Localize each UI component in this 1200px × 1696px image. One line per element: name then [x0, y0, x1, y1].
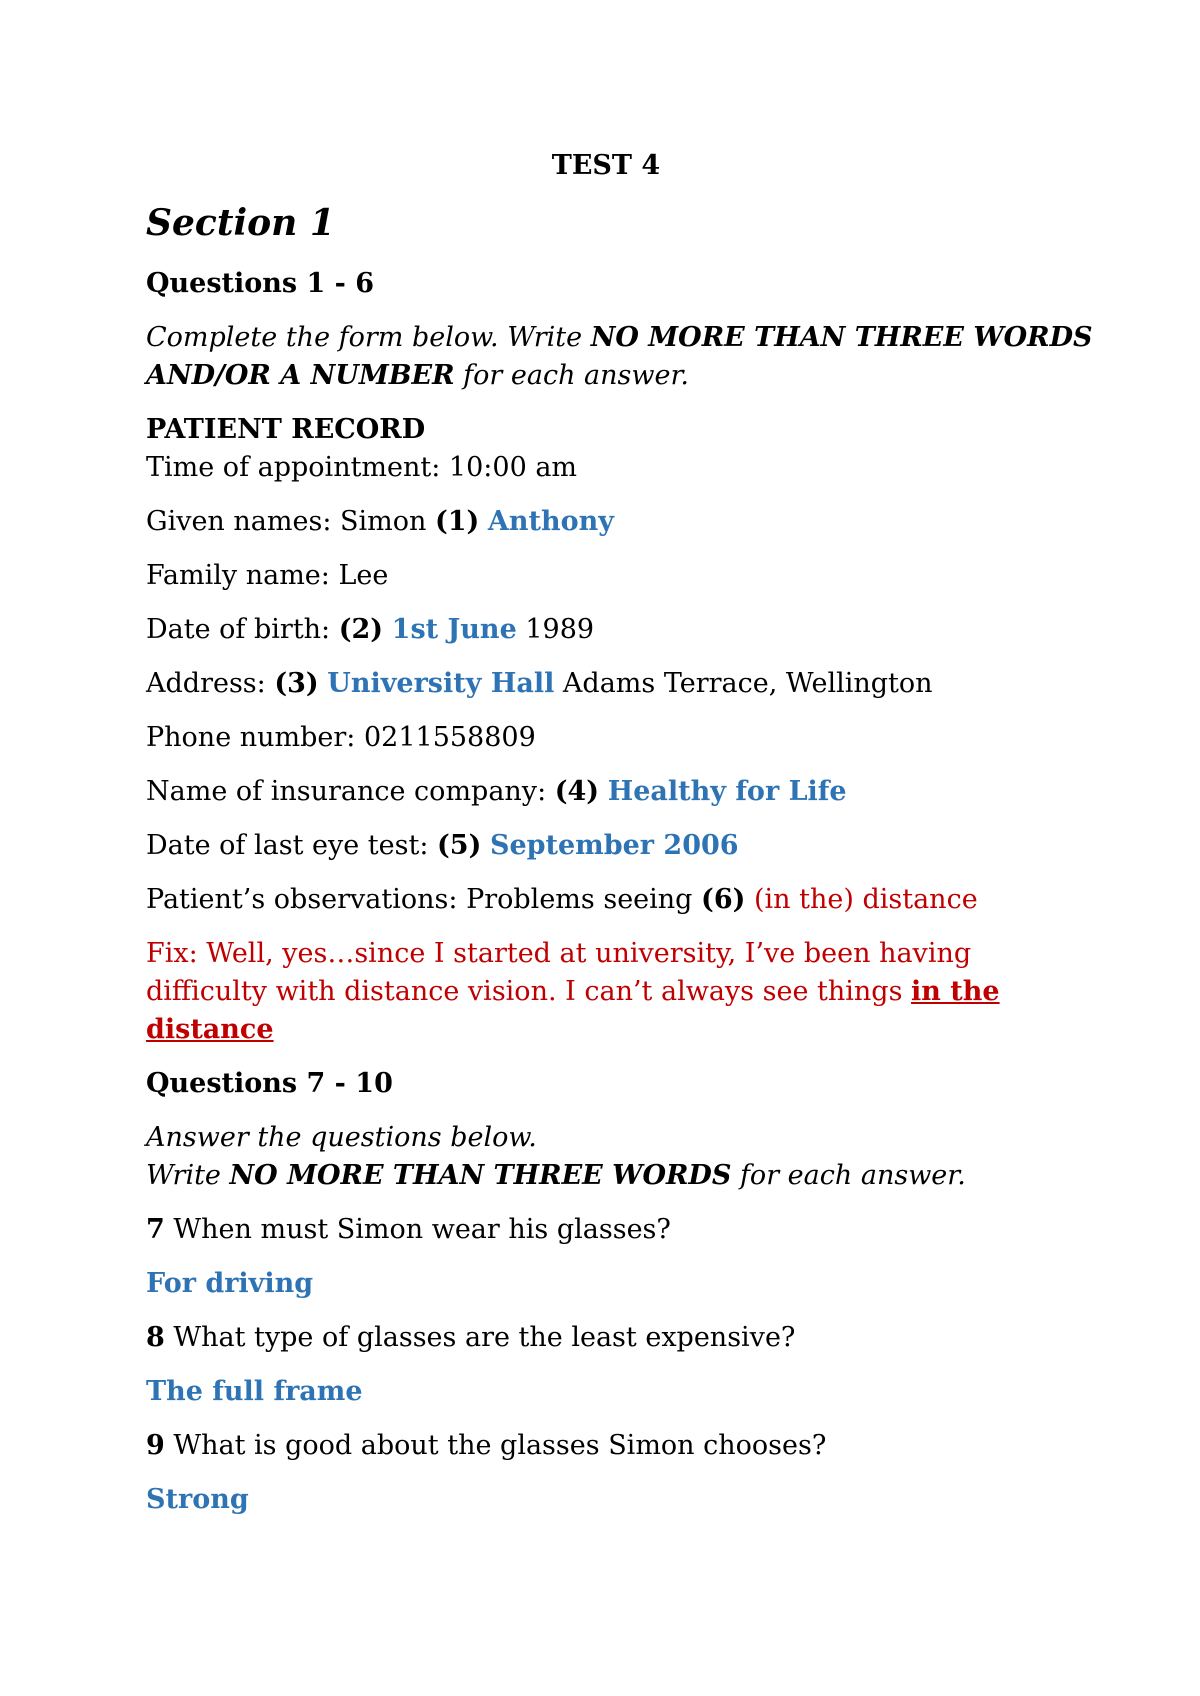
- instruction-text: Write: [146, 1160, 230, 1191]
- answer-text: 1st June: [391, 614, 517, 645]
- instruction-text: for each answer.: [731, 1160, 966, 1191]
- question-9: [146, 1428, 826, 1464]
- fix-line-3: [146, 1012, 274, 1048]
- questions-7-10-heading: Questions 7 - 10: [146, 1068, 393, 1099]
- given-names-label: Given names: Simon: [146, 506, 435, 537]
- section-title: Section 1: [146, 202, 335, 244]
- fix-line-1: Fix: Well, yes…since I started at university, I’ve been having: [146, 938, 972, 969]
- question-number: (6): [701, 884, 746, 915]
- eye-test-row: [146, 828, 739, 864]
- patient-record-heading: PATIENT RECORD: [146, 414, 426, 445]
- fix-emphasis: distance: [146, 1014, 274, 1045]
- family-name: Family name: Lee: [146, 560, 389, 591]
- question-text: When must Simon wear his glasses?: [164, 1214, 671, 1245]
- instruction-text: for each answer.: [454, 360, 690, 391]
- question-7: [146, 1212, 671, 1248]
- time-of-appointment: Time of appointment: 10:00 am: [146, 452, 578, 483]
- question-number: (2): [338, 614, 384, 645]
- question-text: What type of glasses are the least expensive?: [164, 1322, 796, 1353]
- dob-label: Date of birth:: [146, 614, 339, 645]
- answer-text: (in the) distance: [753, 884, 978, 915]
- question-number: (5): [437, 830, 482, 861]
- instruction-emphasis: AND/OR A NUMBER: [146, 360, 455, 391]
- question-number: 7: [146, 1214, 165, 1245]
- test-title: TEST 4: [551, 150, 661, 181]
- instruction-line-4: [146, 1158, 966, 1194]
- answer-text: Healthy for Life: [607, 776, 847, 807]
- instruction-line-2: [146, 358, 689, 394]
- address-row: [146, 666, 933, 702]
- instruction-line-1: [146, 320, 1093, 356]
- date-of-birth-row: [146, 612, 594, 648]
- dob-rest: 1989: [516, 614, 595, 645]
- answer-8: The full frame: [146, 1376, 363, 1407]
- question-8: [146, 1320, 795, 1356]
- given-names-row: [146, 504, 614, 540]
- insurance-row: [146, 774, 847, 810]
- question-text: What is good about the glasses Simon chooses?: [164, 1430, 827, 1461]
- question-number: (4): [554, 776, 600, 807]
- eye-test-label: Date of last eye test:: [146, 830, 438, 861]
- instruction-line-3: Answer the questions below.: [146, 1122, 537, 1153]
- instruction-emphasis: NO MORE THAN THREE WORDS: [229, 1160, 732, 1191]
- answer-text: University Hall: [327, 668, 555, 699]
- answer-9: Strong: [146, 1484, 249, 1515]
- address-rest: Adams Terrace, Wellington: [554, 668, 933, 699]
- phone-number: Phone number: 0211558809: [146, 722, 536, 753]
- insurance-label: Name of insurance company:: [146, 776, 555, 807]
- answer-text: September 2006: [489, 830, 739, 861]
- fix-text: difficulty with distance vision. I can’t always see things: [146, 976, 912, 1007]
- answer-7: For driving: [146, 1268, 314, 1299]
- question-number: 8: [146, 1322, 165, 1353]
- observations-row: [146, 882, 978, 918]
- fix-line-2: [146, 974, 1000, 1010]
- fix-emphasis: in the: [911, 976, 1000, 1007]
- question-number: (1): [434, 506, 480, 537]
- answer-text: Anthony: [487, 506, 614, 537]
- instruction-emphasis: NO MORE THAN THREE WORDS: [590, 322, 1093, 353]
- instruction-text: Complete the form below. Write: [146, 322, 591, 353]
- address-label: Address:: [146, 668, 275, 699]
- questions-1-6-heading: Questions 1 - 6: [146, 268, 375, 299]
- observations-label: Patient’s observations: Problems seeing: [146, 884, 702, 915]
- question-number: (3): [274, 668, 319, 699]
- question-number: 9: [146, 1430, 165, 1461]
